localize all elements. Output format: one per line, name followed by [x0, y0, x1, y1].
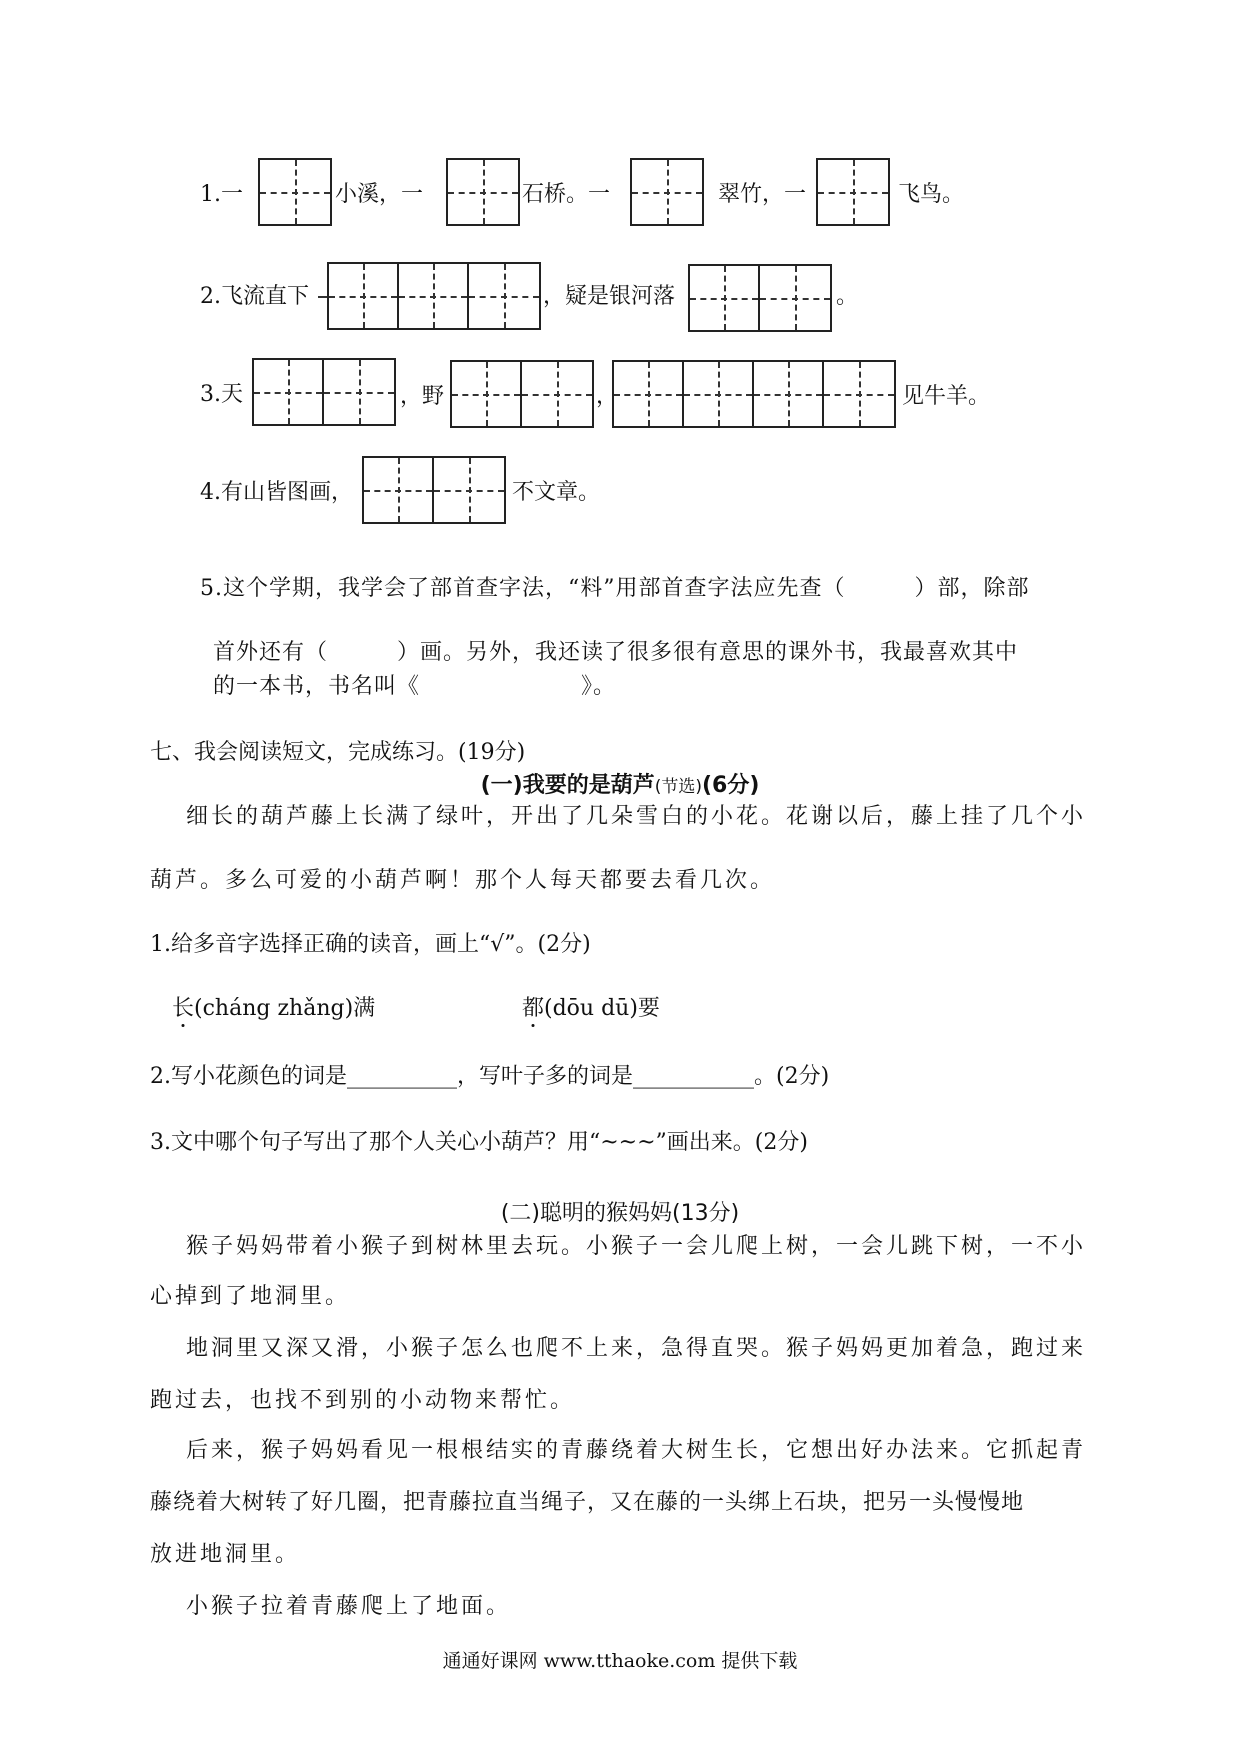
q1-text-4: 飞鸟。 [898, 182, 965, 207]
q1-grid-1[interactable] [258, 158, 332, 226]
q1-grid-4[interactable] [816, 158, 890, 226]
part1-title-main: (一)我要的是葫芦 [480, 773, 655, 798]
part1-title [0, 768, 1240, 799]
part2-p2b: 跑过去，也找不到别的小动物来帮忙。 [150, 1388, 576, 1413]
part2-p1b: 心掉到了地洞里。 [150, 1284, 351, 1309]
part2-p3c: 放进地洞里。 [150, 1542, 301, 1567]
pinyin-char-2: 都 [522, 996, 545, 1021]
pinyin-item-1 [172, 994, 375, 1024]
q1-text-2: 石桥。一 [522, 182, 611, 207]
q1-text-1: 小溪，一 [335, 182, 424, 207]
part2-p3b: 藤绕着大树转了好几圈，把青藤拉直当绳子，又在藤的一头绑上石块，把另一头慢慢地 [150, 1490, 1025, 1515]
pinyin-item-2 [522, 994, 660, 1024]
q3-label: 3.天 [200, 382, 243, 407]
q5-line-1: 5.这个学期，我学会了部首查字法，“料”用部首查字法应先查（ ）部，除部 [200, 576, 1030, 601]
part1-q2: 2.写小花颜色的词是__________，写叶子多的词是___________。(2分) [150, 1064, 830, 1089]
q1-grid-3[interactable] [630, 158, 704, 226]
q3-grid-2[interactable] [450, 360, 594, 428]
q2-text-2: 。 [836, 284, 859, 309]
part1-para-1: 细长的葫芦藤上长满了绿叶，开出了几朵雪白的小花。花谢以后，藤上挂了几个小 [186, 804, 1087, 829]
part2-p2a: 地洞里又深又滑，小猴子怎么也爬不上来，急得直哭。猴子妈妈更加着急，跑过来 [186, 1336, 1087, 1361]
pinyin-char-1: 长 [172, 996, 195, 1021]
part2-p4: 小猴子拉着青藤爬上了地面。 [186, 1594, 512, 1619]
q1-label: 1.一 [200, 182, 243, 207]
q4-text-1: 不文章。 [512, 480, 601, 505]
q2-label: 2.飞流直下 [200, 284, 309, 309]
part1-title-note: (节选) [654, 777, 702, 797]
q3-grid-1[interactable] [252, 358, 396, 426]
q3-text-2: ， [596, 384, 619, 409]
q4-grid[interactable] [362, 456, 506, 524]
part2-p3a: 后来，猴子妈妈看见一根根结实的青藤绕着大树生长，它想出好办法来。它抓起青 [186, 1438, 1087, 1463]
q3-grid-3[interactable] [612, 360, 896, 428]
q2-grid-1[interactable] [327, 262, 541, 330]
footer-credit: 通通好课网 www.tthaoke.com 提供下载 [442, 1650, 798, 1672]
q3-text-3: 见牛羊。 [902, 384, 991, 409]
pinyin-options-1[interactable]: (cháng zhǎng)满 [194, 996, 376, 1021]
part1-q1: 1.给多音字选择正确的读音，画上“√”。(2分) [150, 932, 591, 957]
section7-heading: 七、我会阅读短文，完成练习。(19分) [150, 740, 526, 765]
q4-label: 4.有山皆图画， [200, 480, 353, 505]
part1-q3: 3.文中哪个句子写出了那个人关心小葫芦？用“~~~”画出来。(2分) [150, 1130, 808, 1155]
part2-p1a: 猴子妈妈带着小猴子到树林里去玩。小猴子一会儿爬上树，一会儿跳下树，一不小 [186, 1234, 1087, 1259]
q2-grid-2[interactable] [688, 264, 832, 332]
q1-grid-2[interactable] [446, 158, 520, 226]
q5-line-3: 的一本书，书名叫《 》。 [213, 674, 617, 699]
part1-title-score: (6分) [701, 773, 760, 798]
q2-text-1: ，疑是银河落 [543, 284, 676, 309]
q5-line-2: 首外还有（ ）画。另外，我还读了很多很有意思的课外书，我最喜欢其中 [213, 640, 1019, 665]
part1-para-2: 葫芦。多么可爱的小葫芦啊！那个人每天都要去看几次。 [150, 868, 776, 893]
part2-title: (二)聪明的猴妈妈(13分) [500, 1201, 740, 1226]
q3-text-1: ，野 [400, 384, 445, 409]
q1-text-3: 翠竹，一 [718, 182, 807, 207]
pinyin-options-2[interactable]: (dōu dū)要 [544, 996, 660, 1021]
